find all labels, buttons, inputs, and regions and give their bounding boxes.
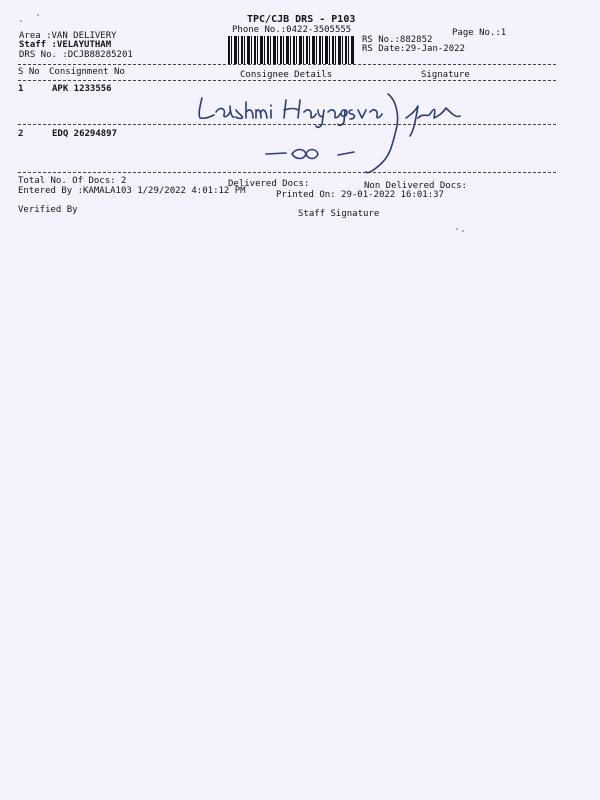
scan-speck bbox=[20, 20, 22, 22]
handwritten-signature bbox=[190, 88, 470, 178]
row-consignment: EDQ 26294897 bbox=[52, 129, 118, 139]
scan-speck bbox=[462, 230, 464, 232]
col-signature: Signature bbox=[421, 70, 470, 80]
page-number: Page No.:1 bbox=[452, 28, 507, 38]
rule-header bbox=[18, 80, 556, 81]
staff-signature: Staff Signature bbox=[298, 209, 380, 219]
col-consignee: Consignee Details bbox=[240, 70, 333, 80]
col-sno: S No bbox=[18, 67, 40, 77]
row-sno: 2 bbox=[18, 129, 24, 139]
staff-label: Staff :VELAYUTHAM bbox=[19, 40, 112, 50]
rule-top bbox=[18, 64, 556, 65]
area-label: Area :VAN DELIVERY bbox=[19, 31, 117, 41]
entered-by: Entered By :KAMALA103 1/29/2022 4:01:12 PM bbox=[18, 186, 246, 196]
total-docs: Total No. Of Docs: 2 bbox=[18, 176, 127, 186]
document-title: TPC/CJB DRS - P103 bbox=[247, 14, 356, 25]
phone-number: Phone No.:0422-3505555 bbox=[232, 25, 352, 35]
verified-by: Verified By bbox=[18, 205, 78, 215]
non-delivered-docs: Non Delivered Docs: bbox=[364, 181, 467, 191]
row-consignment: APK 1233556 bbox=[52, 84, 112, 94]
scan-speck bbox=[456, 228, 458, 230]
drs-number: DRS No. :DCJB88285201 bbox=[19, 50, 133, 60]
printed-on: Printed On: 29-01-2022 16:01:37 bbox=[276, 190, 444, 200]
rs-number: RS No.:882852 bbox=[362, 35, 433, 45]
rs-date: RS Date:29-Jan-2022 bbox=[362, 44, 465, 54]
barcode bbox=[228, 36, 354, 64]
row-sno: 1 bbox=[18, 84, 24, 94]
col-consignment: Consignment No bbox=[49, 67, 125, 77]
scan-speck bbox=[37, 14, 39, 16]
delivered-docs: Delivered Docs: bbox=[228, 179, 310, 189]
rule-bottom bbox=[18, 172, 556, 173]
